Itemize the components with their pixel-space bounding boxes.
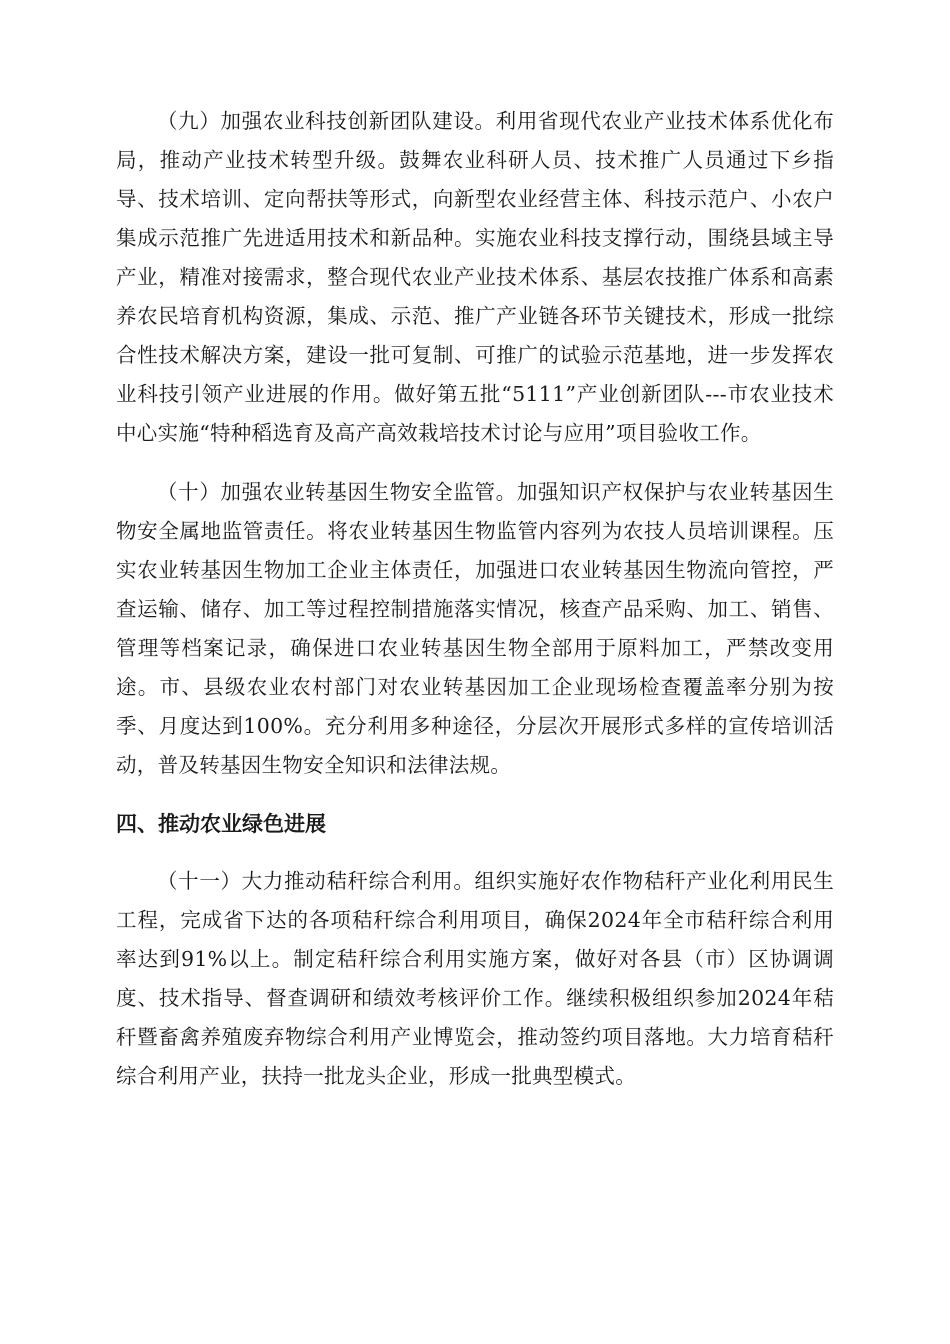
section-heading: 四、推动农业绿色进展 bbox=[116, 812, 326, 836]
paragraph-eleven: （十一）大力推动秸秆综合利用。组织实施好农作物秸秆产业化利用民生工程，完成省下达的各项秸秆综合利用项目，确保2024年全市秸秆综合利用率达到91%以上。制定秸秆综合利用实施方案，做好对各县（市）区协调调度、技术指导、督查调研和绩效考核评价工作。继续积极组织参加2024年秸秆暨畜禽养殖废弃物综合利用产业博览会，推动签约项目落地。大力培育秸秆综合利用产业，扶持一批龙头企业，形成一批典型模式。 bbox=[116, 869, 834, 1088]
paragraph-ten: （十）加强农业转基因生物安全监管。加强知识产权保护与农业转基因生物安全属地监管责任。将农业转基因生物监管内容列为农技人员培训课程。压实农业转基因生物加工企业主体责任，加强进口农业转基因生物流向管控，严查运输、储存、加工等过程控制措施落实情况，核查产品采购、加工、销售、管理等档案记录，确保进口农业转基因生物全部用于原料加工，严禁改变用途。市、县级农业农村部门对农业转基因加工企业现场检查覆盖率分别为按季、月度达到100%。充分利用多种途径，分层次开展形式多样的宣传培训活动，普及转基因生物安全知识和法律法规。 bbox=[116, 480, 834, 777]
paragraph-nine: （九）加强农业科技创新团队建设。利用省现代农业产业技术体系优化布局，推动产业技术转型升级。鼓舞农业科研人员、技术推广人员通过下乡指导、技术培训、定向帮扶等形式，向新型农业经营主体、科技示范户、小农户集成示范推广先进适用技术和新品种。实施农业科技支撑行动，围绕县域主导产业，精准对接需求，整合现代农业产业技术体系、基层农技推广体系和高素养农民培育机构资源，集成、示范、推广产业链各环节关键技术，形成一批综合性技术解决方案，建设一批可复制、可推广的试验示范基地，进一步发挥农业科技引领产业进展的作用。做好第五批“5111”产业创新团队---市农业技术中心实施“特种稻选育及高产高效栽培技术讨论与应用”项目验收工作。 bbox=[116, 109, 834, 445]
document-page bbox=[116, 102, 834, 1116]
